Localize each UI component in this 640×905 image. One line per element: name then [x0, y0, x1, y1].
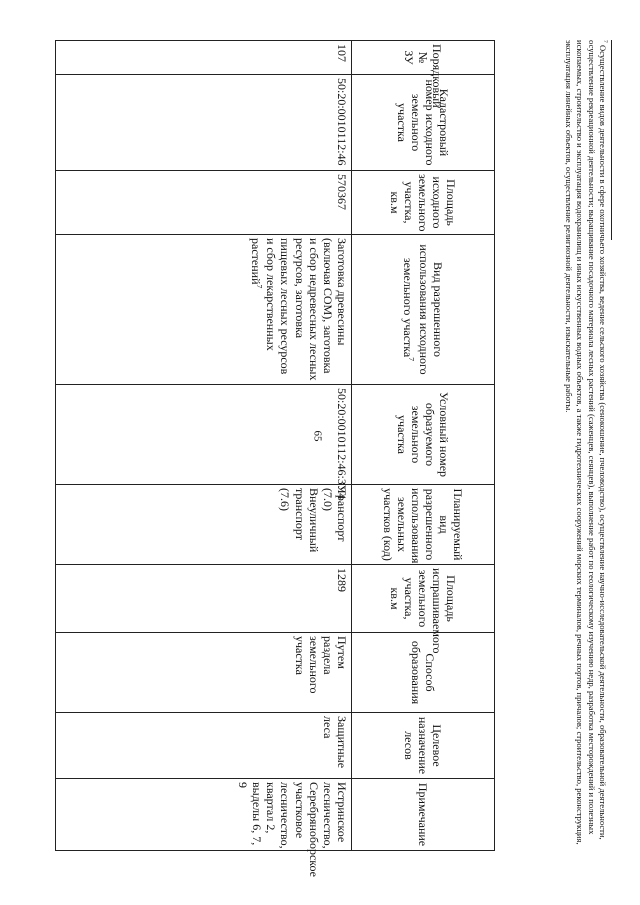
land-plot-table: [55, 40, 495, 877]
footnote-rule: [611, 40, 612, 240]
col-header-purpose: Целевое назначение лесов: [352, 713, 495, 779]
footnote-text: Осуществление видов деятельности в сфере охотничьего хозяйства, ведение сельского хозяйства (сенокошение, пчеловодство), осуществление научно-исследовательской деятельности, образовательной деятельности, осуществление рекреационной деятельности; выращивание посадочного материала лесных растений (саженцев, сеянцев), выполнение работ по геологическому изучению недр, разработка месторождений и полезных ископаемых, строительство и эксплуатация водохранилищ и иных искусственных водных объектов, а также гидротехнических сооружений морских терминалов, речных портов, причалов; строительство, реконструкция, эксплуатация линейных объектов, осуществление религиозной деятельности, изыскательные работы.: [563, 40, 608, 845]
col-header-use-footnote-mark: 7: [407, 357, 417, 362]
cell-area-source: 570367: [56, 171, 352, 235]
col-header-area-source: Площадь исходного земельного участка, кв.м: [352, 171, 495, 235]
cell-formation: Путем раздела земельного участка: [56, 633, 352, 713]
col-header-conditional-number: Условный номер образуемого земельного участка: [352, 385, 495, 485]
table-row: [56, 41, 352, 851]
cell-area-requested: 1289: [56, 565, 352, 633]
cell-number: 107: [56, 41, 352, 75]
cell-use-footnote-mark: 7: [255, 284, 265, 289]
planned-use-1: Транспорт (7.0): [320, 488, 349, 542]
col-header-formation: Способ образования: [352, 633, 495, 713]
table-header-row: [352, 41, 495, 851]
cell-planned-use: [56, 485, 352, 565]
footnote: [502, 40, 612, 870]
col-header-note: Примечание: [352, 779, 495, 851]
footnote-mark: 7: [601, 40, 608, 43]
col-header-use-text: Вид разрешенного использования исходного земельного участка: [401, 244, 445, 375]
cell-cadastral: 50:20:0010112:46: [56, 75, 352, 171]
cell-purpose: Защитные леса: [56, 713, 352, 779]
col-header-cadastral: Кадастровый номер исходного земельного участка: [352, 75, 495, 171]
col-header-area-requested: Площадь испрашиваемого земельного участка, кв.м: [352, 565, 495, 633]
table-container: [55, 40, 495, 877]
cell-conditional-number: 50:20:0010112:46:ЗУ4: [56, 385, 352, 485]
planned-use-2: Внеуличный транспорт (7.6): [278, 488, 321, 553]
page-number: 65: [311, 430, 324, 442]
col-header-use: [352, 235, 495, 385]
cell-use: [56, 235, 352, 385]
col-header-number: Порядковый № ЗУ: [352, 41, 495, 75]
col-header-planned-use: Планируемый вид разрешенного использования земельных участков (код): [352, 485, 495, 565]
cell-use-text: Заготовка древесины (включая СОМ), заготовка и сбор недревесных лесных ресурсов, заготовка пищевых лесных ресурсов и сбор лекарственных растений: [249, 238, 349, 381]
cell-note: Истринское лесничество, Серебряноборское участковое лесничество, квартал 2, выделы 6, 7, 9: [56, 779, 352, 851]
